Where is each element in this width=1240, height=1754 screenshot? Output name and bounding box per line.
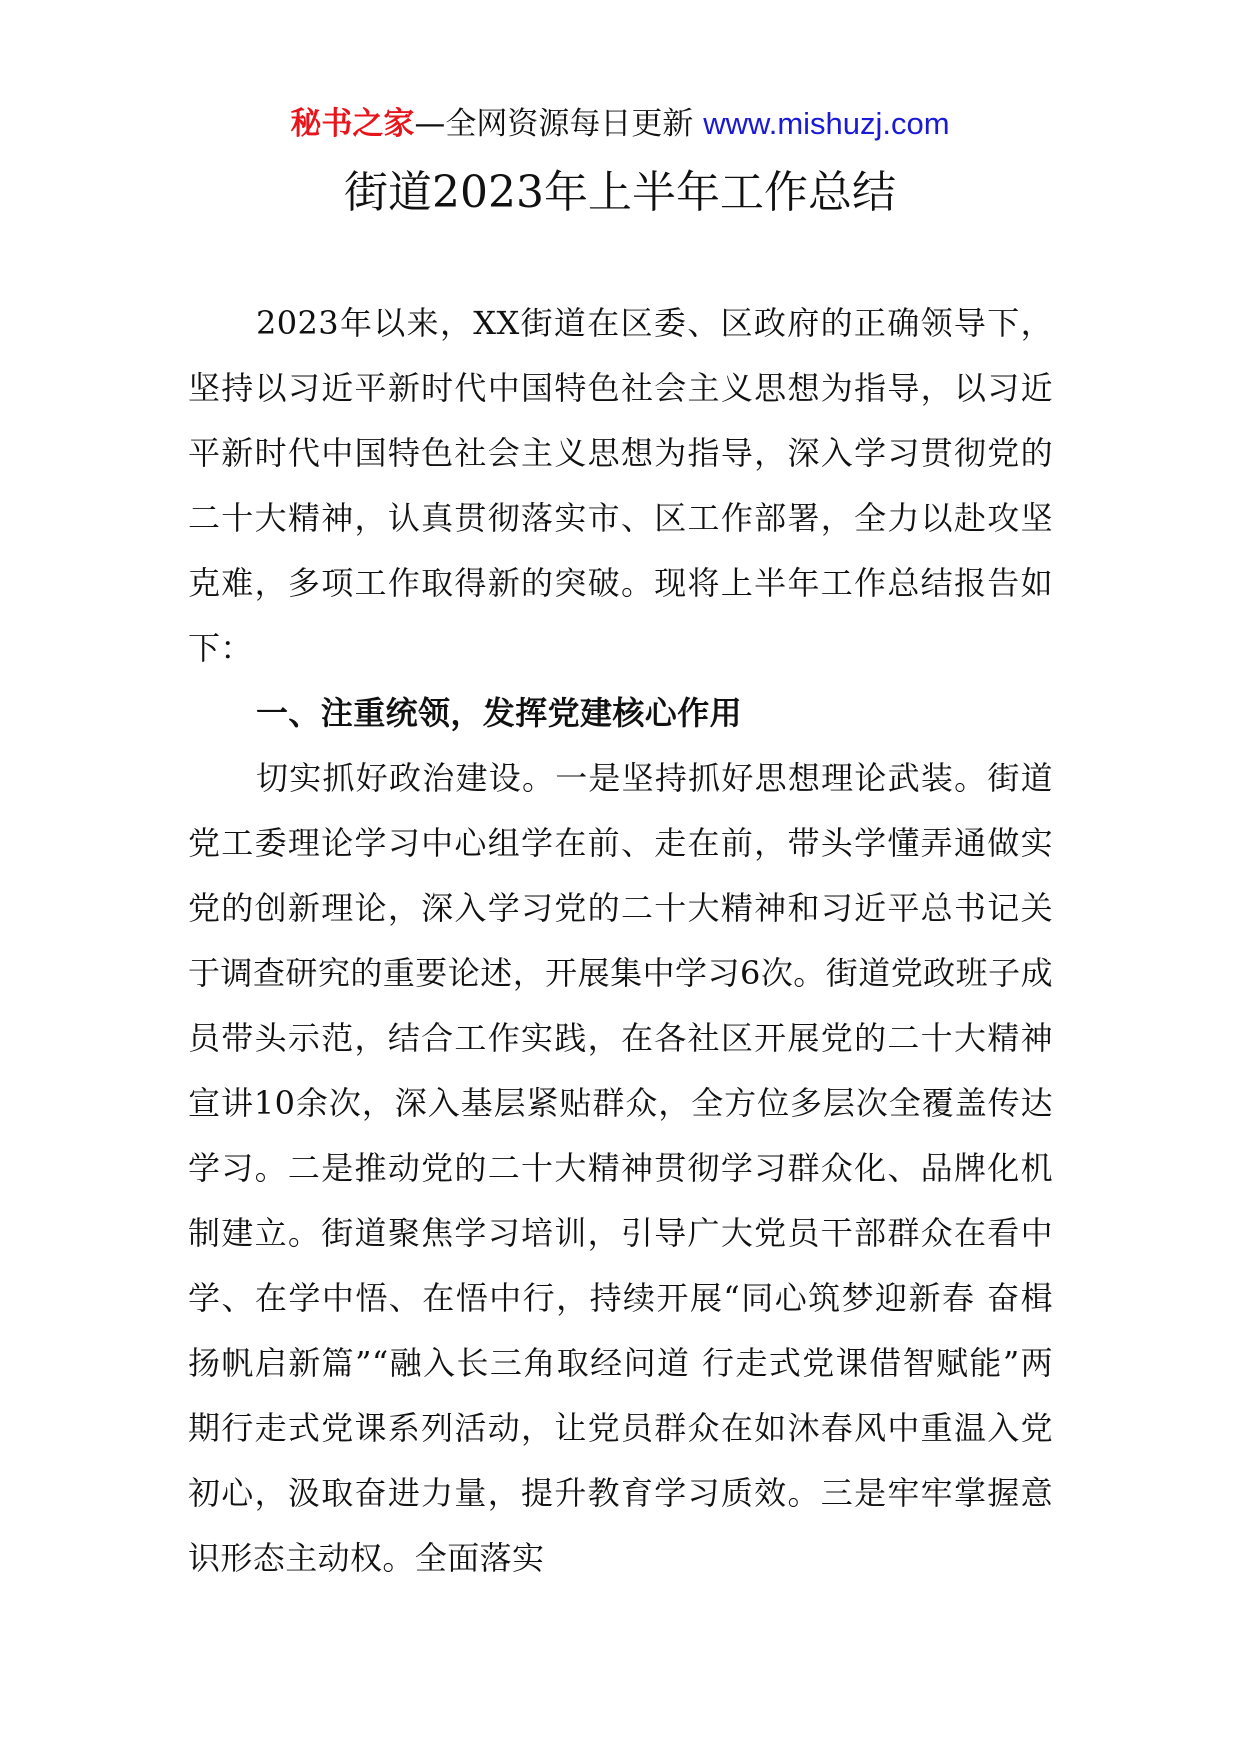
document-title: 街道2023年上半年工作总结 [344, 167, 896, 218]
section-1-paragraph: 切实抓好政治建设。一是坚持抓好思想理论武装。街道党工委理论学习中心组学在前、走在前，带头学懂弄通做实党的创新理论，深入学习党的二十大精神和习近平总书记关于调查研究的重要论述，开展集中学习6次。街道党政班子成员带头示范，结合工作实践，在各社区开展党的二十大精神宣讲10余次，深入基层紧贴群众，全方位多层次全覆盖传达学习。二是推动党的二十大精神贯彻学习群众化、品牌化机制建立。街道聚焦学习培训，引导广大党员干部群众在看中学、在学中悟、在悟中行，持续开展“同心筑梦迎新春 奋楫扬帆启新篇”“融入长三角取经问道 行走式党课借智赋能”两期行走式党课系列活动，让党员群众在如沐春风中重温入党初心，汲取奋进力量，提升教育学习质效。三是牢牢掌握意识形态主动权。全面落实 [188, 759, 1053, 1577]
section-heading-1: 一、注重统领，发挥党建核心作用 [256, 694, 743, 732]
watermark-header [0, 104, 1240, 144]
site-url-link[interactable]: www.mishuzj.com [703, 106, 950, 141]
intro-paragraph: 2023年以来，XX街道在区委、区政府的正确领导下，坚持以习近平新时代中国特色社会主义思想为指导，以习近平新时代中国特色社会主义思想为指导，深入学习贯彻党的二十大精神，认真贯彻落实市、区工作部署，全力以赴攻坚克难，多项工作取得新的突破。现将上半年工作总结报告如下： [188, 304, 1053, 667]
brand-name: 秘书之家 [290, 106, 415, 142]
header-slogan: —全网资源每日更新 [414, 106, 704, 142]
document-body [188, 291, 1053, 1591]
